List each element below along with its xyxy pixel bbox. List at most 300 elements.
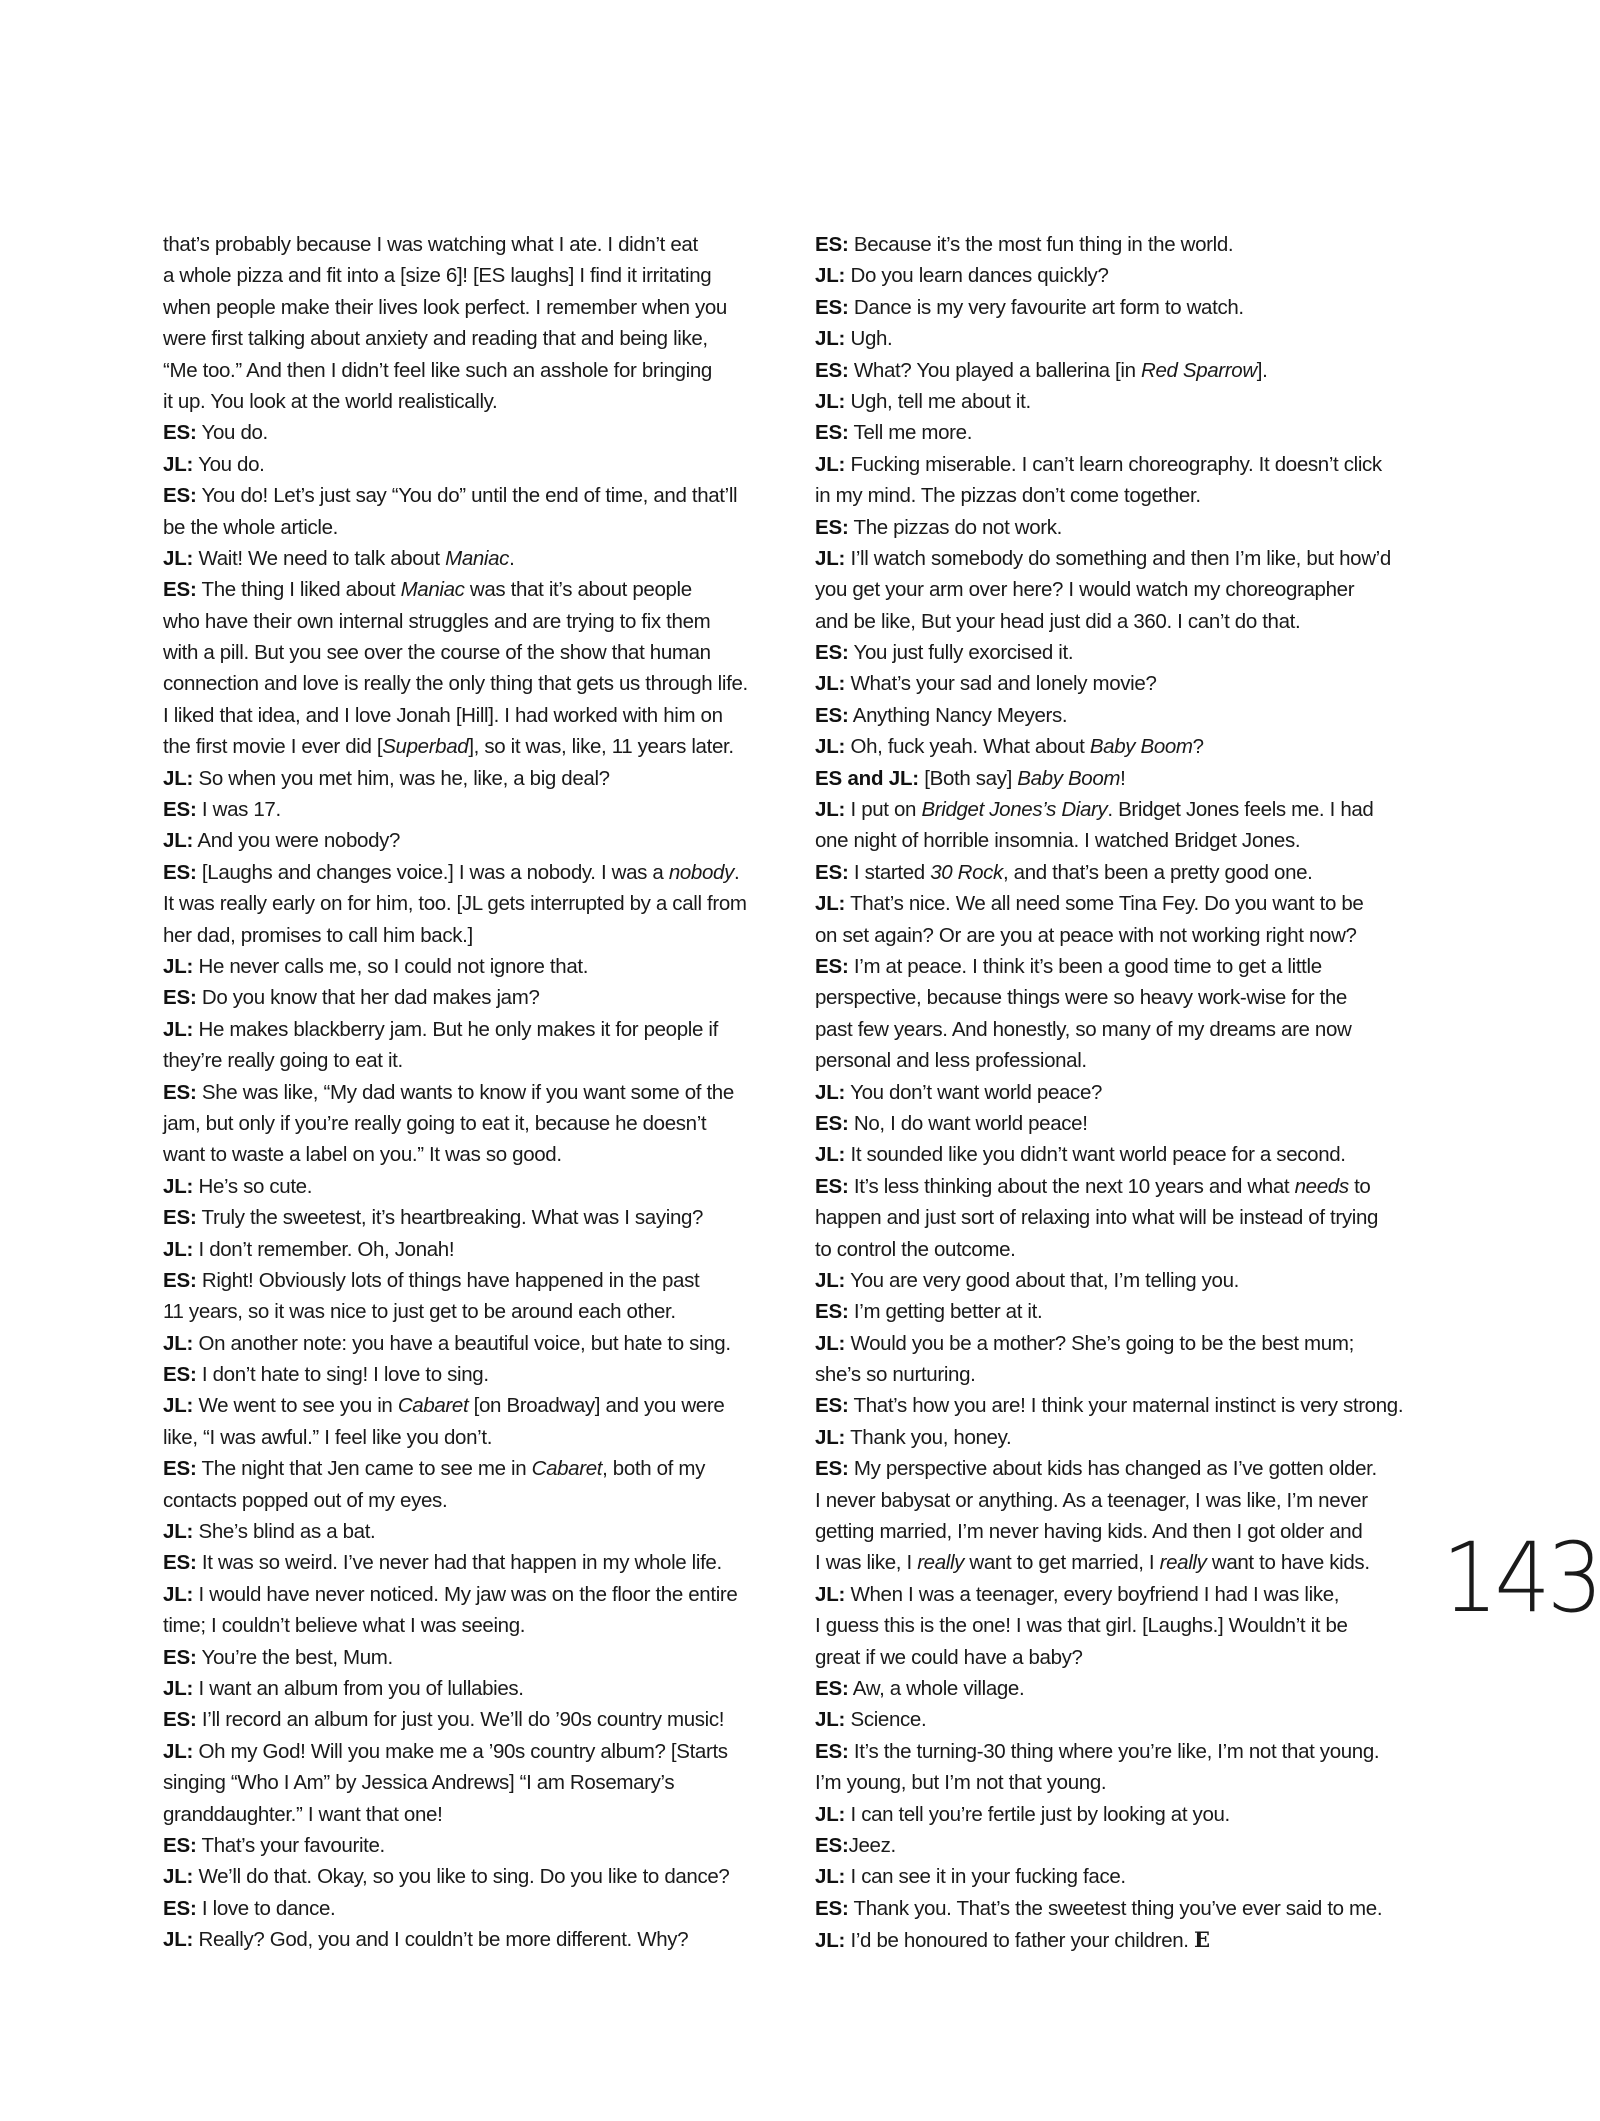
speaker-label: JL: — [163, 1582, 194, 1606]
line-text: getting married, I’m never having kids. And then I got older and — [815, 1520, 1363, 1544]
line-text: contacts popped out of my eyes. — [163, 1488, 448, 1512]
line-text: You just fully exorcised it. — [848, 641, 1074, 665]
line-text: Because it’s the most fun thing in the world. — [848, 233, 1234, 256]
text-line — [815, 323, 1420, 354]
text-line — [163, 731, 773, 762]
speaker-label: ES: — [815, 1739, 849, 1763]
speaker-label: ES: — [815, 1300, 849, 1324]
text-line — [163, 1108, 773, 1139]
text-line — [163, 480, 773, 511]
line-text: , and that’s been a pretty good one. — [1002, 860, 1313, 884]
text-line — [815, 229, 1420, 260]
speaker-label: ES: — [163, 1363, 197, 1387]
line-text: I don’t hate to sing! I love to sing. — [196, 1363, 489, 1387]
line-text: You do. — [196, 421, 268, 445]
text-line — [815, 1924, 1420, 1955]
text-line — [163, 637, 773, 668]
line-text: It was really early on for him, too. [JL gets interrupted by a call from — [163, 892, 747, 916]
line-text: perspective, because things were so heavy work-wise for the — [815, 986, 1347, 1010]
speaker-label: ES: — [163, 1708, 197, 1732]
text-line — [815, 260, 1420, 291]
text-line — [815, 668, 1420, 699]
text-line — [815, 1579, 1420, 1610]
text-line — [163, 1077, 773, 1108]
text-line — [815, 292, 1420, 323]
line-text: He’s so cute. — [193, 1174, 313, 1198]
text-line — [815, 1642, 1420, 1673]
speaker-label: JL: — [163, 1928, 194, 1952]
speaker-label: JL: — [815, 735, 846, 759]
line-text: the first movie I ever did [ — [163, 735, 383, 759]
text-line — [163, 668, 773, 699]
line-text: ! — [1120, 766, 1126, 790]
line-text: You do. — [193, 452, 265, 476]
text-line — [163, 1642, 773, 1673]
line-text: like, “I was awful.” I feel like you don’t. — [163, 1425, 493, 1449]
line-text: Fucking miserable. I can’t learn choreography. It doesn’t click — [845, 452, 1382, 476]
italic-title: Cabaret — [397, 1394, 469, 1418]
line-text: I can tell you’re fertile just by looking at you. — [845, 1802, 1230, 1826]
speaker-label: JL: — [163, 766, 194, 790]
speaker-label: JL: — [815, 892, 846, 916]
text-line — [815, 920, 1420, 951]
text-line — [163, 1202, 773, 1233]
line-text: with a pill. But you see over the course of the show that human — [163, 641, 711, 665]
text-line — [163, 857, 773, 888]
italic-title: Maniac — [400, 578, 465, 602]
text-line — [815, 1108, 1420, 1139]
text-line — [815, 1328, 1420, 1359]
line-text: It sounded like you didn’t want world peace for a second. — [845, 1143, 1346, 1167]
text-line — [163, 1830, 773, 1861]
line-text: Oh my God! Will you make me a ’90s country album? [Starts — [193, 1739, 728, 1763]
line-text: want to have kids. — [1206, 1551, 1370, 1575]
line-text: I liked that idea, and I love Jonah [Hill]. I had worked with him on — [163, 703, 723, 727]
line-text: ]. — [1256, 358, 1268, 382]
line-text: happen and just sort of relaxing into what will be instead of trying — [815, 1206, 1379, 1230]
left-column — [163, 229, 773, 1955]
line-text: were first talking about anxiety and reading that and being like, — [163, 327, 708, 351]
italic-title: really — [917, 1551, 965, 1575]
text-line — [163, 1767, 773, 1798]
line-text: be the whole article. — [163, 515, 338, 539]
line-text: I’m young, but I’m not that young. — [815, 1771, 1107, 1795]
line-text: who have their own internal struggles and are trying to fix them — [163, 609, 711, 633]
text-line — [815, 543, 1420, 574]
speaker-label: JL: — [163, 1865, 194, 1889]
line-text: That’s your favourite. — [196, 1833, 385, 1857]
line-text: Would you be a mother? She’s going to be the best mum; — [845, 1331, 1354, 1355]
speaker-label: ES: — [815, 1174, 849, 1198]
line-text: I put on — [845, 798, 922, 822]
speaker-label: JL: — [163, 1394, 194, 1418]
text-line — [815, 857, 1420, 888]
speaker-label: ES: — [815, 860, 849, 884]
text-line — [163, 1422, 773, 1453]
speaker-label: JL: — [815, 1425, 846, 1449]
line-text: It’s less thinking about the next 10 years and what — [848, 1174, 1295, 1198]
line-text: I was like, I — [815, 1551, 918, 1575]
text-line — [163, 512, 773, 543]
text-line — [815, 888, 1420, 919]
line-text: one night of horrible insomnia. I watched Bridget Jones. — [815, 829, 1301, 853]
speaker-label: JL: — [815, 327, 846, 351]
text-line — [163, 982, 773, 1013]
italic-title: Red Sparrow — [1140, 358, 1257, 382]
text-line — [815, 1704, 1420, 1735]
line-text: Really? God, you and I couldn’t be more different. Why? — [193, 1928, 689, 1952]
speaker-label: ES: — [815, 1833, 849, 1857]
line-text: ], so it was, like, 11 years later. — [468, 735, 734, 759]
speaker-label: JL: — [815, 1080, 846, 1104]
text-line — [163, 1359, 773, 1390]
italic-title: Maniac — [445, 546, 510, 570]
line-text: “Me too.” And then I didn’t feel like such an asshole for bringing — [163, 358, 712, 382]
line-text: in my mind. The pizzas don’t come together. — [815, 484, 1201, 508]
line-text: When I was a teenager, every boyfriend I had I was like, — [845, 1582, 1340, 1606]
text-line — [163, 1234, 773, 1265]
line-text: I started — [848, 860, 931, 884]
text-line — [163, 1704, 773, 1735]
line-text: He never calls me, so I could not ignore that. — [193, 954, 589, 978]
speaker-label: ES: — [163, 1833, 197, 1857]
line-text: No, I do want world peace! — [848, 1111, 1088, 1135]
text-line — [163, 1924, 773, 1955]
italic-title: really — [1159, 1551, 1207, 1575]
text-line — [815, 1453, 1420, 1484]
line-text: I don’t remember. Oh, Jonah! — [193, 1237, 455, 1261]
line-text: Science. — [845, 1708, 927, 1732]
line-text: Jeez. — [848, 1833, 896, 1857]
line-text: You don’t want world peace? — [845, 1080, 1103, 1104]
text-line — [163, 1045, 773, 1076]
line-text: Aw, a whole village. — [848, 1676, 1025, 1700]
speaker-label: JL: — [163, 829, 194, 853]
text-line — [815, 1139, 1420, 1170]
line-text: You are very good about that, I’m telling you. — [845, 1268, 1239, 1292]
text-line — [815, 417, 1420, 448]
text-line — [815, 480, 1420, 511]
speaker-label: ES: — [163, 421, 197, 445]
line-text: Thank you, honey. — [845, 1425, 1012, 1449]
speaker-label: ES: — [815, 295, 849, 319]
line-text: granddaughter.” I want that one! — [163, 1802, 443, 1826]
line-text: Wait! We need to talk about — [193, 546, 446, 570]
speaker-label: JL: — [163, 1017, 194, 1041]
text-line — [163, 1390, 773, 1421]
text-line — [163, 229, 773, 260]
text-line — [815, 1610, 1420, 1641]
line-text: [Laughs and changes voice.] I was a nobody. I was a — [196, 860, 669, 884]
text-line — [815, 449, 1420, 480]
text-line — [815, 794, 1420, 825]
text-line — [815, 1265, 1420, 1296]
speaker-label: ES: — [163, 986, 197, 1010]
speaker-label: ES: — [163, 860, 197, 884]
speaker-label: JL: — [163, 452, 194, 476]
speaker-label: ES: — [815, 703, 849, 727]
line-text: was that it’s about people — [464, 578, 692, 602]
text-line — [163, 1328, 773, 1359]
text-line — [815, 700, 1420, 731]
text-line — [815, 1736, 1420, 1767]
text-line — [163, 386, 773, 417]
line-text: I’m at peace. I think it’s been a good time to get a little — [848, 954, 1322, 978]
line-text: Oh, fuck yeah. What about — [845, 735, 1090, 759]
line-text: I’m getting better at it. — [848, 1300, 1043, 1324]
line-text: she’s so nurturing. — [815, 1363, 976, 1387]
line-text: I’ll watch somebody do something and then I’m like, but how’d — [845, 546, 1391, 570]
text-line — [163, 1893, 773, 1924]
speaker-label: ES: — [815, 233, 849, 256]
line-text: The night that Jen came to see me in — [196, 1457, 532, 1481]
speaker-label: ES: — [163, 1457, 197, 1481]
text-line — [815, 825, 1420, 856]
line-text: I’ll record an album for just you. We’ll do ’90s country music! — [196, 1708, 725, 1732]
text-line — [163, 574, 773, 605]
text-line — [815, 1296, 1420, 1327]
text-line — [815, 1893, 1420, 1924]
line-text: We’ll do that. Okay, so you like to sing. Do you like to dance? — [193, 1865, 730, 1889]
text-line — [163, 260, 773, 291]
line-text: Ugh. — [845, 327, 893, 351]
text-line — [163, 323, 773, 354]
text-line — [815, 951, 1420, 982]
speaker-label: JL: — [163, 1676, 194, 1700]
line-text: that’s probably because I was watching what I ate. I didn’t eat — [163, 233, 698, 256]
line-text: He makes blackberry jam. But he only makes it for people if — [193, 1017, 718, 1041]
text-line — [163, 951, 773, 982]
line-text: want to waste a label on you.” It was so good. — [163, 1143, 562, 1167]
speaker-label: JL: — [163, 1331, 194, 1355]
text-line — [815, 1767, 1420, 1798]
line-text: Dance is my very favourite art form to watch. — [848, 295, 1244, 319]
end-mark: E — [1194, 1927, 1210, 1953]
speaker-label: JL: — [163, 954, 194, 978]
speaker-label: JL: — [815, 264, 846, 288]
line-text: Ugh, tell me about it. — [845, 389, 1031, 413]
line-text: That’s how you are! I think your maternal instinct is very strong. — [848, 1394, 1404, 1418]
line-text: I’d be honoured to father your children. — [845, 1929, 1194, 1953]
line-text: It was so weird. I’ve never had that happen in my whole life. — [196, 1551, 722, 1575]
line-text: We went to see you in — [193, 1394, 398, 1418]
line-text: they’re really going to eat it. — [163, 1049, 403, 1073]
text-line — [815, 1673, 1420, 1704]
text-line — [163, 1579, 773, 1610]
line-text: I would have never noticed. My jaw was on the floor the entire — [193, 1582, 738, 1606]
line-text: [Both say] — [918, 766, 1018, 790]
line-text: And you were nobody? — [193, 829, 401, 853]
text-line — [815, 1014, 1420, 1045]
text-line — [815, 386, 1420, 417]
text-line — [815, 763, 1420, 794]
speaker-label: ES: — [815, 641, 849, 665]
line-text: and be like, But your head just did a 360. I can’t do that. — [815, 609, 1301, 633]
speaker-label: JL: — [815, 1268, 846, 1292]
line-text: I was 17. — [196, 798, 281, 822]
speaker-label: JL: — [815, 1802, 846, 1826]
text-line — [163, 355, 773, 386]
italic-title: needs — [1294, 1174, 1349, 1198]
text-line — [163, 825, 773, 856]
line-text: when people make their lives look perfect. I remember when you — [163, 295, 727, 319]
speaker-label: ES: — [163, 1206, 197, 1230]
text-line — [815, 1485, 1420, 1516]
line-text: [on Broadway] and you were — [468, 1394, 725, 1418]
page-number: 143 — [1442, 1522, 1600, 1634]
speaker-label: JL: — [815, 798, 846, 822]
line-text: She’s blind as a bat. — [193, 1520, 376, 1544]
line-text: . Bridget Jones feels me. I had — [1107, 798, 1374, 822]
line-text: to control the outcome. — [815, 1237, 1016, 1261]
speaker-label: JL: — [815, 1143, 846, 1167]
text-line — [815, 1045, 1420, 1076]
text-line — [815, 1516, 1420, 1547]
line-text: Do you learn dances quickly? — [845, 264, 1109, 288]
text-line — [815, 982, 1420, 1013]
line-text: her dad, promises to call him back.] — [163, 923, 473, 947]
line-text: The pizzas do not work. — [848, 515, 1062, 539]
line-text: You do! Let’s just say “You do” until the end of time, and that’ll — [196, 484, 738, 508]
line-text: Thank you. That’s the sweetest thing you’ve ever said to me. — [848, 1896, 1383, 1920]
text-line — [815, 1547, 1420, 1578]
line-text: jam, but only if you’re really going to eat it, because he doesn’t — [163, 1111, 707, 1135]
text-line — [815, 1171, 1420, 1202]
speaker-label: ES: — [815, 421, 849, 445]
text-line — [163, 1014, 773, 1045]
line-text: you get your arm over here? I would watch my choreographer — [815, 578, 1355, 602]
line-text: What? You played a ballerina [in — [848, 358, 1141, 382]
speaker-label: JL: — [163, 1237, 194, 1261]
line-text: 11 years, so it was nice to just get to be around each other. — [163, 1300, 676, 1324]
text-line — [163, 1673, 773, 1704]
right-column — [815, 229, 1420, 1955]
text-line — [815, 512, 1420, 543]
text-line — [815, 1390, 1420, 1421]
line-text: What’s your sad and lonely movie? — [845, 672, 1157, 696]
text-line — [815, 1202, 1420, 1233]
text-line — [163, 1861, 773, 1892]
line-text: want to get married, I — [964, 1551, 1160, 1575]
text-line — [815, 637, 1420, 668]
line-text: On another note: you have a beautiful voice, but hate to sing. — [193, 1331, 731, 1355]
speaker-label: ES: — [815, 1394, 849, 1418]
line-text: I can see it in your fucking face. — [845, 1865, 1126, 1889]
text-line — [163, 794, 773, 825]
speaker-label: JL: — [815, 546, 846, 570]
line-text: a whole pizza and fit into a [size 6]! [ES laughs] I find it irritating — [163, 264, 712, 288]
text-line — [163, 292, 773, 323]
text-line — [163, 920, 773, 951]
text-line — [815, 574, 1420, 605]
text-line — [163, 1296, 773, 1327]
speaker-label: JL: — [163, 546, 194, 570]
text-line — [815, 731, 1420, 762]
text-line — [163, 417, 773, 448]
line-text: . — [733, 860, 740, 884]
italic-title: Superbad — [382, 735, 469, 759]
italic-title: Baby Boom — [1089, 735, 1193, 759]
line-text: You’re the best, Mum. — [196, 1645, 393, 1669]
text-line — [815, 1861, 1420, 1892]
text-line — [163, 700, 773, 731]
line-text: I want an album from you of lullabies. — [193, 1676, 524, 1700]
line-text: So when you met him, was he, like, a big deal? — [193, 766, 610, 790]
text-line — [163, 1516, 773, 1547]
text-line — [163, 1610, 773, 1641]
line-text: Truly the sweetest, it’s heartbreaking. What was I saying? — [196, 1206, 704, 1230]
speaker-label: ES: — [815, 1676, 849, 1700]
italic-title: Bridget Jones’s Diary — [921, 798, 1108, 822]
speaker-label: ES: — [163, 484, 197, 508]
text-line — [815, 606, 1420, 637]
line-text: on set again? Or are you at peace with not working right now? — [815, 923, 1357, 947]
speaker-label: ES: — [815, 1896, 849, 1920]
italic-title: Cabaret — [531, 1457, 603, 1481]
text-line — [163, 1171, 773, 1202]
text-line — [163, 888, 773, 919]
speaker-label: ES: — [163, 1551, 197, 1575]
text-line — [163, 1453, 773, 1484]
line-text: . — [509, 546, 515, 570]
text-line — [815, 355, 1420, 386]
italic-title: 30 Rock — [930, 860, 1003, 884]
speaker-label: ES: — [163, 1896, 197, 1920]
speaker-label: ES: — [163, 1645, 197, 1669]
text-line — [815, 1422, 1420, 1453]
text-line — [163, 1736, 773, 1767]
speaker-label: ES: — [815, 954, 849, 978]
speaker-label: JL: — [815, 1865, 846, 1889]
text-line — [163, 1485, 773, 1516]
speaker-label: JL: — [815, 1582, 846, 1606]
speaker-label: JL: — [163, 1174, 194, 1198]
speaker-label: JL: — [815, 389, 846, 413]
line-text: Do you know that her dad makes jam? — [196, 986, 540, 1010]
line-text: She was like, “My dad wants to know if you want some of the — [196, 1080, 734, 1104]
speaker-label: JL: — [815, 1929, 846, 1953]
text-line — [163, 763, 773, 794]
speaker-label: ES: — [815, 358, 849, 382]
text-line — [163, 606, 773, 637]
text-line — [815, 1830, 1420, 1861]
text-line — [163, 1547, 773, 1578]
italic-title: Baby Boom — [1017, 766, 1121, 790]
speaker-label: ES: — [163, 1080, 197, 1104]
speaker-label: ES and JL: — [815, 766, 919, 790]
line-text: The thing I liked about — [196, 578, 401, 602]
speaker-label: JL: — [163, 1739, 194, 1763]
text-line — [163, 1265, 773, 1296]
line-text: That’s nice. We all need some Tina Fey. Do you want to be — [845, 892, 1364, 916]
line-text: connection and love is really the only thing that gets us through life. — [163, 672, 748, 696]
speaker-label: ES: — [815, 1457, 849, 1481]
speaker-label: ES: — [163, 1268, 197, 1292]
text-line — [815, 1077, 1420, 1108]
line-text: great if we could have a baby? — [815, 1645, 1083, 1669]
text-line — [163, 1139, 773, 1170]
text-line — [163, 543, 773, 574]
line-text: It’s the turning-30 thing where you’re like, I’m not that young. — [848, 1739, 1380, 1763]
line-text: Tell me more. — [848, 421, 973, 445]
speaker-label: JL: — [815, 452, 846, 476]
speaker-label: ES: — [815, 515, 849, 539]
line-text: Right! Obviously lots of things have happened in the past — [196, 1268, 700, 1292]
text-line — [815, 1799, 1420, 1830]
line-text: personal and less professional. — [815, 1049, 1087, 1073]
line-text: My perspective about kids has changed as I’ve gotten older. — [848, 1457, 1377, 1481]
speaker-label: ES: — [163, 798, 197, 822]
